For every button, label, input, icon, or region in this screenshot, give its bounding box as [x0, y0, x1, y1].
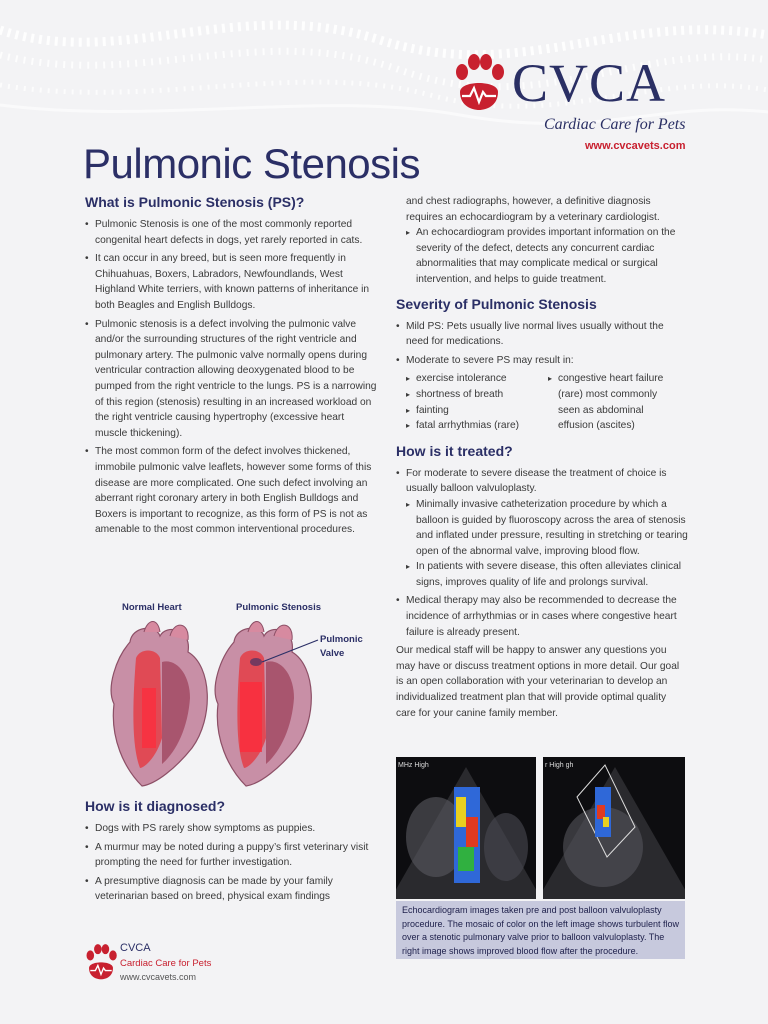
treatment-list [396, 466, 688, 641]
pulmonic-valve-label-1: Pulmonic [320, 634, 363, 645]
footer-brand: CVCA [120, 942, 151, 954]
footer-tagline: Cardiac Care for Pets [120, 958, 212, 969]
treatment-sub-list [406, 497, 688, 591]
diag-heading: How is it diagnosed? [85, 798, 226, 814]
logo-url-link[interactable]: www.cvcavets.com [585, 140, 686, 152]
echo-right-overlay-text: r High gh [545, 762, 574, 769]
list-item: • Mild PS: Pets usually live normal lives usually without the need for medications. [396, 319, 688, 350]
list-item: ▸ In patients with severe disease, this often alleviates clinical signs, improves quality of life and prolongs survival. [406, 559, 688, 590]
echo-left-overlay-text: MHz High [398, 762, 429, 769]
symptoms-col-1 [406, 371, 540, 433]
echo-image-post [543, 757, 685, 899]
list-item [396, 466, 688, 591]
severity-heading: Severity of Pulmonic Stenosis [396, 295, 597, 312]
list-item: ▸ Minimally invasive catheterization procedure by which a balloon is guided by fluoroscopy across the area of stenosis and inflated under pressure, resulting in stretching or tearing open of the abnormal valve, improving blood flow. [406, 497, 688, 559]
heart-illustrations [96, 618, 376, 788]
diag-list [85, 821, 377, 905]
diagnosis-sub-list [396, 225, 688, 287]
treatment-heading: How is it treated? [396, 442, 513, 459]
cvca-logo [452, 52, 692, 162]
list-item: • Moderate to severe PS may result in: [396, 353, 688, 369]
footer-logo [84, 942, 284, 986]
pulmonic-stenosis-label: Pulmonic Stenosis [236, 602, 321, 613]
list-item: ▸ fatal arrhythmias (rare) [406, 418, 540, 434]
echo-image-pre [396, 757, 536, 899]
paw-heartbeat-icon [452, 54, 506, 114]
list-item: • It can occur in any breed, but is seen more frequently in Chihuahuas, Boxers, Labradors, Newfoundlands, West Highland White terriers, with known patterns of inheritance in both Beagles and English Bulldogs. [85, 251, 377, 313]
list-item: • The most common form of the defect involves thickened, immobile pulmonic valve leaflets, however some forms of this disease are more complicated. One such defect involving an aberrant right coronary artery in both English Bulldogs and Boxers is important to recognize, as this form of PS is not as amenable to the most common interventional procedures. [85, 444, 377, 538]
list-item: • Pulmonic Stenosis is one of the most commonly reported congenital heart defects in dogs, yet rarely reported in cats. [85, 217, 377, 248]
severity-list [396, 319, 688, 369]
diagnosis-section [85, 797, 377, 908]
list-item: • A presumptive diagnosis can be made by your family veterinarian based on breed, physical exam findings [85, 874, 377, 905]
echocardiogram-figure [396, 757, 685, 957]
symptoms-col-2 [548, 371, 678, 433]
logo-wordmark: CVCA [512, 53, 667, 113]
logo-tagline: Cardiac Care for Pets [544, 116, 686, 133]
list-item: • Pulmonic stenosis is a defect involving the pulmonic valve and/or the surrounding structures of the right ventricle and pulmonary artery. The pulmonic valve normally opens during ventricular contraction allowing deoxygenated blood to be pumped from the right ventricle to the lungs. PS is a narrowing of this region (stenosis) resulting in an increased workload on the right ventricle causing hypertrophy (excessive heart muscle thickening). [85, 317, 377, 442]
paw-heartbeat-icon [84, 944, 118, 982]
list-item: • Dogs with PS rarely show symptoms as puppies. [85, 821, 377, 837]
list-item: • A murmur may be noted during a puppy’s first veterinary visit prompting the need for further investigation. [85, 840, 377, 871]
list-item: ▸ exercise intolerance [406, 371, 540, 387]
normal-heart-icon [111, 622, 207, 787]
what-heading: What is Pulmonic Stenosis (PS)? [85, 194, 305, 210]
list-item: ▸ fainting [406, 403, 540, 419]
echo-caption: Echocardiogram images taken pre and post balloon valvuloplasty procedure. The mosaic of color on the left image shows turbulent flow over a stenotic pulmonary valve prior to balloon valvuloplasty. The right image shows improved blood flow after the procedure. [396, 901, 685, 959]
what-list [85, 217, 377, 538]
treatment-bullet-1: For moderate to severe disease the treatment of choice is usually balloon valvuloplasty. [406, 467, 667, 495]
list-item: • Medical therapy may also be recommended to decrease the incidence of arrhythmias or in cases where congestive heart failure is already present. [396, 593, 688, 640]
pulmonic-valve-label-2: Valve [320, 648, 345, 659]
page-title: Pulmonic Stenosis [83, 140, 420, 187]
left-column [85, 193, 377, 541]
diagnosis-continued: and chest radiographs, however, a definitive diagnosis requires an echocardiogram by a veterinary cardiologist. [406, 196, 660, 223]
list-item: ▸ congestive heart failure (rare) most commonly seen as abdominal effusion (ascites) [548, 371, 678, 433]
heart-figure [96, 598, 376, 788]
list-item: ▸ shortness of breath [406, 387, 540, 403]
right-column [396, 194, 688, 721]
list-item: ▸ An echocardiogram provides important information on the severity of the defect, detects any concurrent cardiac abnormalities that may complicate medical or surgical intervention, and helps to guide treatment. [406, 225, 688, 287]
footer-url-link[interactable]: www.cvcavets.com [120, 972, 197, 982]
normal-heart-label: Normal Heart [122, 602, 182, 613]
severity-symptoms [396, 371, 688, 433]
stenosis-heart-icon [215, 622, 311, 787]
closing-paragraph: Our medical staff will be happy to answer any questions you may have or discuss treatment options in more detail. Our goal is an open collaboration with your veterinarian to develop an individualized treatment plan that will provide optimal quality care for your canine family member. [396, 645, 680, 719]
